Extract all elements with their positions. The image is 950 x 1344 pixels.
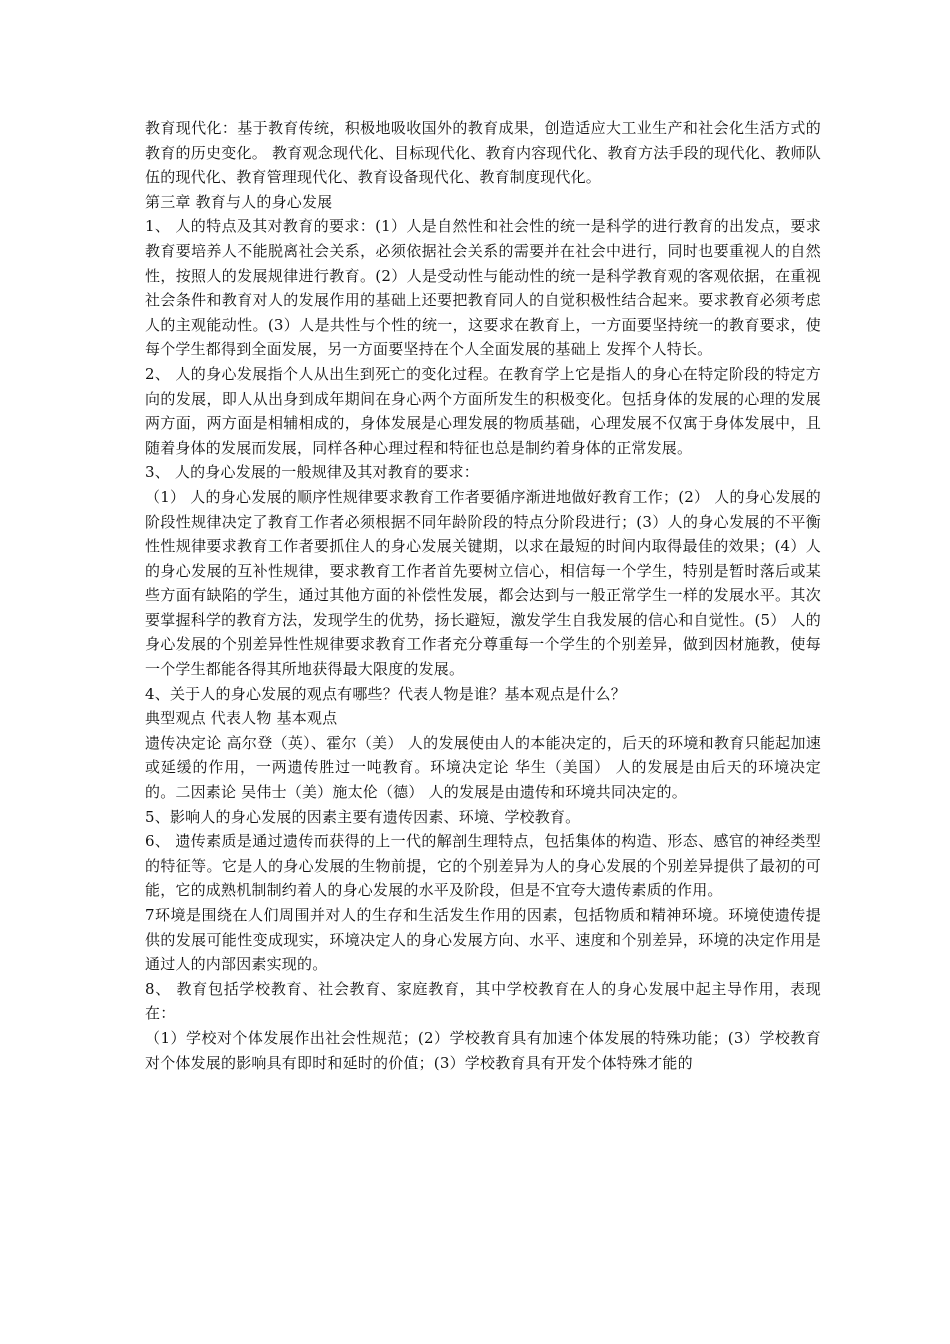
paragraph-item-8: 8、 教育包括学校教育、社会教育、家庭教育，其中学校教育在人的身心发展中起主导作用，表现在： [145, 979, 821, 1023]
paragraph-item-6: 6、 遗传素质是通过遗传而获得的上一代的解剖生理特点，包括集体的构造、形态、感官的神经类型的特征等。它是人的身心发展的生物前提，它的个别差异为人的身心发展的个别差异提供了最初的可能，它的成熟机制制约着人的身心发展的水平及阶段，但是不宜夸大遗传素质的作用。 [145, 832, 821, 900]
paragraph-item-2: 2、 人的身心发展指个人从出生到死亡的变化过程。在教育学上它是指人的身心在特定阶段的特定方向的发展，即人从出身到成年期间在身心两个方面所发生的积极变化。包括身体的发展的心理的发展两方面，两方面是相辅相成的，身体发展是心理发展的物质基础，心理发展不仅寓于身体发展中，且随着身体的发展而发展，同样各种心理过程和特征也总是制约着身体的正常发展。 [145, 364, 821, 457]
paragraph-item-5: 5、影响人的身心发展的因素主要有遗传因素、环境、学校教育。 [145, 807, 581, 826]
paragraph-modernization-definition: 教育现代化：基于教育传统，积极地吸收国外的教育成果，创造适应大工业生产和社会化生活方式的教育的历史变化。 教育观念现代化、目标现代化、教育内容现代化、教育方法手段的现代化、教师队伍的现代化、教育管理现代化、教育设备现代化、教育制度现代化。 [145, 119, 821, 187]
paragraph-item-3-body: （1） 人的身心发展的顺序性规律要求教育工作者要循序渐进地做好教育工作；(2） 人的身心发展的阶段性规律决定了教育工作者必须根据不同年龄阶段的特点分阶段进行；(3）人的身心发展的不平衡性性规律要求教育工作者要抓住人的身心发展关键期，以求在最短的时间内取得最佳的效果；(4）人的身心发展的互补性规律，要求教育工作者首先要树立信心，相信每一个学生，特别是暂时落后或某些方面有缺陷的学生，通过其他方面的补偿性发展，都会达到与一般正常学生一样的发展水平。其次要掌握科学的教育方法，发现学生的优势，扬长避短，激发学生自我发展的信心和自觉性。(5） 人的身心发展的个别差异性性规律要求教育工作者充分尊重每一个学生的个别差异，做到因材施教，使每一个学生都能各得其所地获得最大限度的发展。 [145, 487, 821, 679]
chapter-heading: 第三章 教育与人的身心发展 [145, 192, 333, 211]
paragraph-views-header: 典型观点 代表人物 基本观点 [145, 709, 338, 728]
paragraph-item-7: 7环境是围绕在人们周围并对人的生存和生活发生作用的因素，包括物质和精神环境。环境使遗传提供的发展可能性变成现实，环境决定人的身心发展方向、水平、速度和个别差异，环境的决定作用是通过人的内部因素实现的。 [145, 906, 821, 974]
paragraph-item-4-question: 4、关于人的身心发展的观点有哪些？代表人物是谁？基本观点是什么？ [145, 684, 626, 703]
document-body [145, 116, 821, 1075]
paragraph-item-8-list: （1）学校对个体发展作出社会性规范；(2）学校教育具有加速个体发展的特殊功能；(3）学校教育对个体发展的影响具有即时和延时的价值；(3）学校教育具有开发个体特殊才能的 [145, 1028, 821, 1072]
paragraph-item-3-heading: 3、 人的身心发展的一般规律及其对教育的要求： [145, 463, 479, 482]
paragraph-item-1: 1、 人的特点及其对教育的要求：(1）人是自然性和社会性的统一是科学的进行教育的出发点，要求教育要培养人不能脱离社会关系，必须依据社会关系的需要并在社会中进行，同时也要重视人的自然性，按照人的发展规律进行教育。(2）人是受动性与能动性的统一是科学教育观的客观依据，在重视社会条件和教育对人的发展作用的基础上还要把教育同人的自觉积极性结合起来。要求教育必须考虑人的主观能动性。(3）人是共性与个性的统一，这要求在教育上，一方面要坚持统一的教育要求，使每个学生都得到全面发展，另一方面要坚持在个人全面发展的基础上 发挥个人特长。 [145, 217, 821, 359]
paragraph-views-body: 遗传决定论 高尔登（英）、霍尔（美） 人的发展使由人的本能决定的，后天的环境和教育只能起加速或延缓的作用，一两遗传胜过一吨教育。环境决定论 华生（美国） 人的发展是由后天的环境决定的。二因素论 吴伟士（美）施太伦（德） 人的发展是由遗传和环境共同决定的。 [145, 733, 821, 802]
